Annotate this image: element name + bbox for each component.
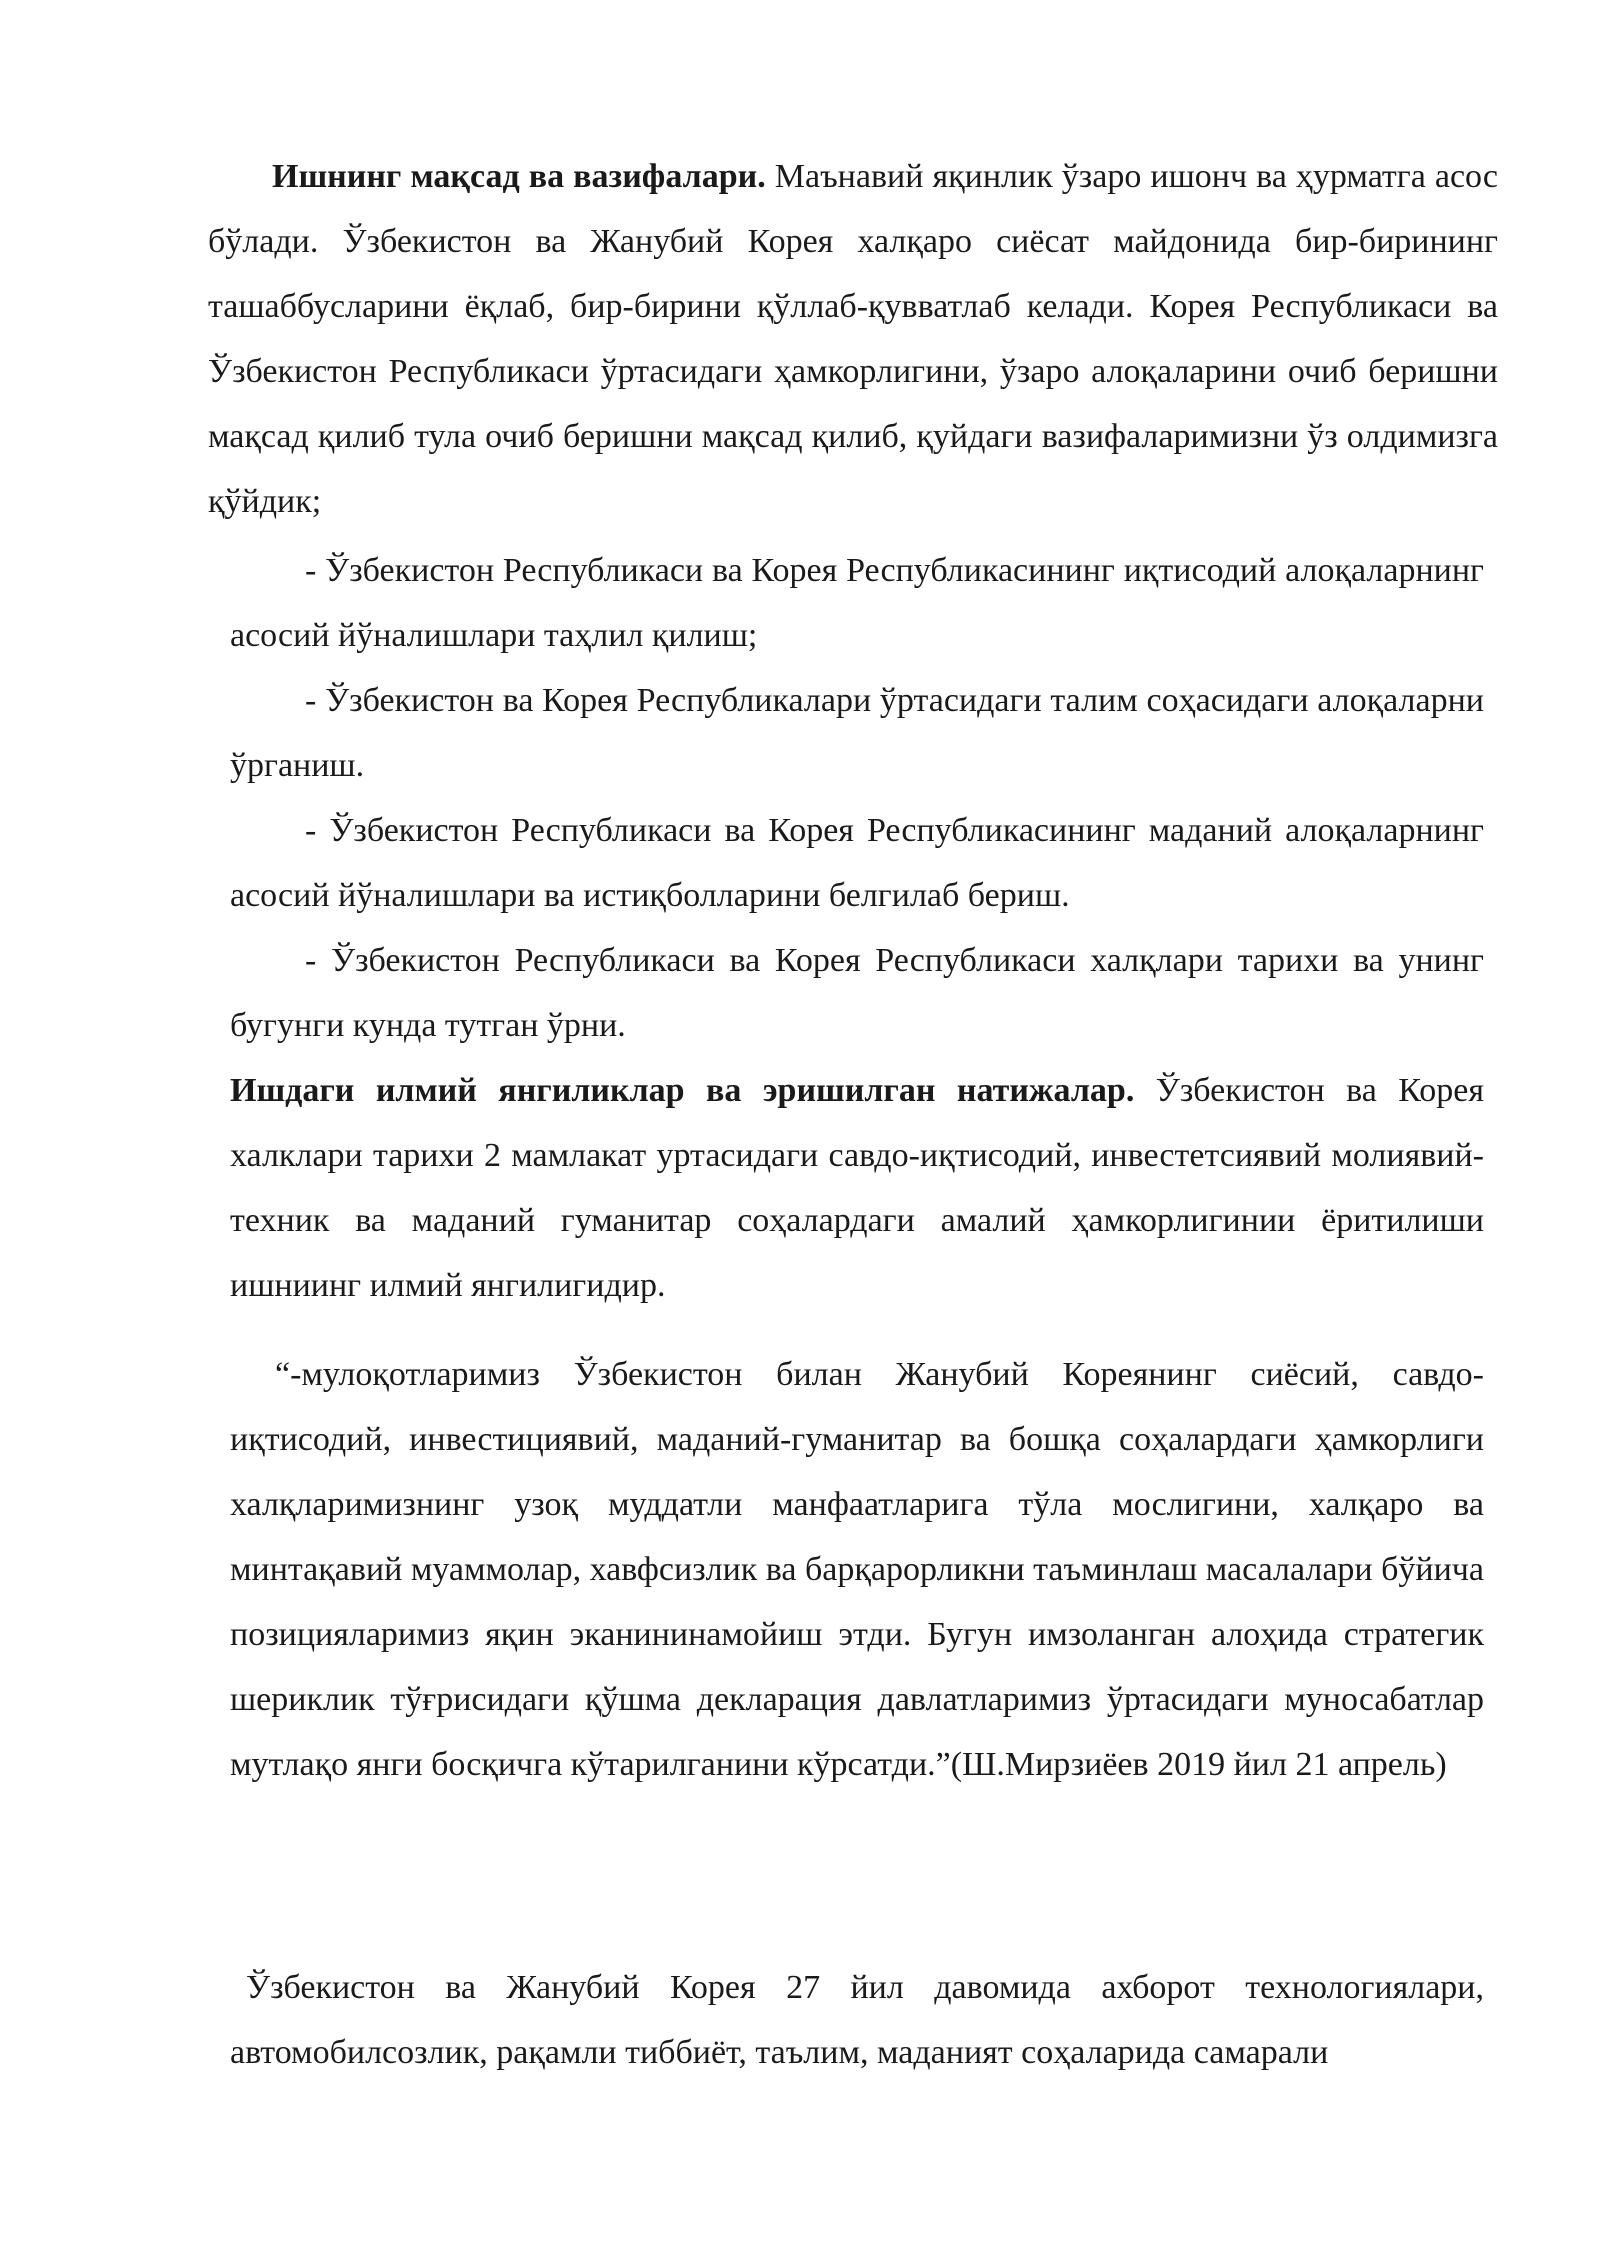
- task-item: - Ўзбекистон Республикаси ва Корея Республикасининг маданий алоқаларнинг асосий йўналишлари ва истиқболларини белгилаб бериш.: [230, 812, 1484, 914]
- novelty-paragraph: [230, 1058, 1484, 1318]
- novelty-text: Ўзбекистон ва Корея халклари тарихи 2 мамлакат уртасидаги савдо-иқтисодий, инвестетсиявий молиявий-техник ва маданий гуманитар соҳалардаги амалий ҳамкорлигинии ёритилиши ишниинг илмий янгилигидир.: [230, 1072, 1484, 1304]
- intro-text: Маънавий яқинлик ўзаро ишонч ва ҳурматга асос бўлади. Ўзбекистон ва Жанубий Корея халқаро сиёсат майдонида бир-бирининг ташаббусларини ёқлаб, бир-бирини қўллаб-қувватлаб келади. Корея Республикаси ва Ўзбекистон Республикаси ўртасидаги ҳамкорлигини, ўзаро алоқаларини очиб беришни мақсад қилиб тула очиб беришни мақсад қилиб, қуйдаги вазифаларимизни ўз олдимизга қўйдик;: [208, 158, 1498, 520]
- task-item: - Ўзбекистон Республикаси ва Корея Республикасининг иқтисодий алоқаларнинг асосий йўналишлари таҳлил қилиш;: [230, 552, 1484, 654]
- quote-paragraph: “-мулоқотларимиз Ўзбекистон билан Жанубий Кореянинг сиёсий, савдо-иқтисодий, инвестициявий, маданий-гуманитар ва бошқа соҳалардаги ҳамкорлиги халқларимизнинг узоқ муддатли манфаатларига тўла мослигини, халқаро ва минтақавий муаммолар, хавфсизлик ва барқарорликни таъминлаш масалалари бўйича позицияларимиз яқин эканининамойиш этди. Бугун имзоланган алоҳида стратегик шериклик тўғрисидаги қўшма декларация давлатларимиз ўртасидаги муносабатлар мутлақо янги босқичга кўтарилганини кўрсатди.”(Ш.Мирзиёев 2019 йил 21 апрель): [230, 1356, 1484, 1783]
- closing-paragraph: Ўзбекистон ва Жанубий Корея 27 йил давомида ахборот технологиялари, автомобилсозлик, рақамли тиббиёт, таълим, маданият соҳаларида самарали: [230, 1969, 1484, 2071]
- novelty-heading: Ишдаги илмий янгиликлар ва эришилган натижалар.: [230, 1072, 1135, 1109]
- tasks-list: [230, 538, 1484, 1058]
- task-item: - Ўзбекистон ва Корея Республикалари ўртасидаги талим соҳасидаги алоқаларни ўрганиш.: [230, 682, 1484, 784]
- intro-paragraph: [208, 144, 1498, 534]
- intro-heading: Ишнинг мақсад ва вазифалари.: [272, 158, 766, 195]
- task-item: - Ўзбекистон Республикаси ва Корея Республикаси халқлари тарихи ва унинг бугунги кунда тутган ўрни.: [230, 942, 1484, 1044]
